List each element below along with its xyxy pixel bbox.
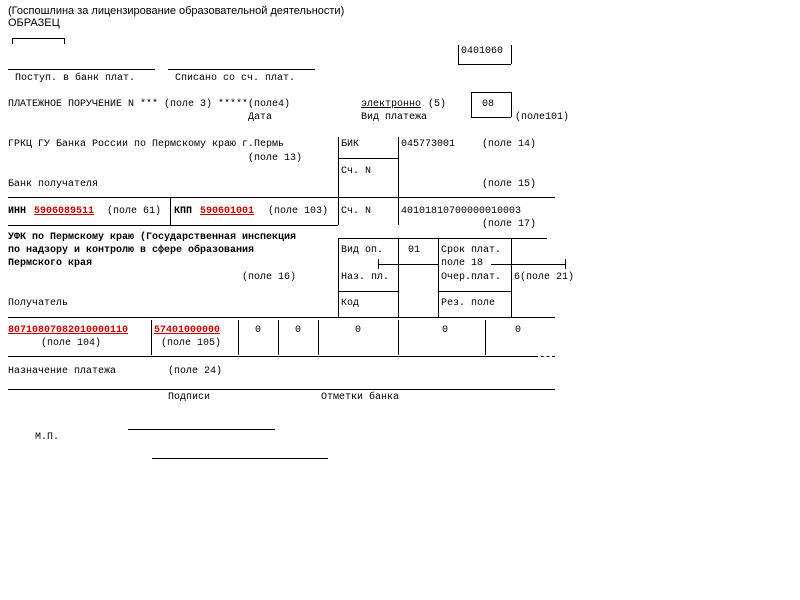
- inn-field: (поле 61): [107, 206, 162, 217]
- order-title: ПЛАТЕЖНОЕ ПОРУЧЕНИЕ N *** (поле 3) *****(поле4): [8, 99, 291, 110]
- status-box-bottom: [471, 117, 511, 118]
- budget-value-2: 0: [295, 325, 302, 336]
- priority-underline: [438, 291, 511, 292]
- payment-type-value: электронно: [361, 99, 422, 110]
- operation-grid-left: [338, 238, 339, 317]
- payee-bank-caption: Банк получателя: [8, 179, 99, 190]
- priority-value: 6(поле 21): [514, 272, 575, 283]
- status-box-right: [511, 92, 512, 117]
- status-box-left: [471, 92, 472, 117]
- payment-type-label: Вид платежа: [361, 112, 428, 123]
- bank-divider-left: [338, 137, 339, 197]
- payee-name-line-3: Пермского края: [8, 258, 93, 269]
- budget-div-1: [151, 320, 152, 355]
- kbk-value: 80710807082010000110: [8, 325, 129, 336]
- purpose-code-label: Наз. пл.: [341, 272, 390, 283]
- bik-underline: [338, 158, 398, 159]
- bik-label: БИК: [341, 139, 360, 150]
- op-type-underline: [378, 264, 438, 265]
- payee-account-value: 40101810700000010003: [401, 206, 522, 217]
- bank-block-bottom: [8, 197, 555, 198]
- operation-grid-mid3: [511, 238, 512, 317]
- bank-divider-right: [398, 137, 399, 197]
- payee-account-field: (поле 17): [482, 219, 537, 230]
- op-type-value: 01: [408, 245, 421, 256]
- signature-line-1: [128, 429, 275, 430]
- budget-div-5: [398, 320, 399, 355]
- okato-value: 57401000000: [154, 325, 221, 336]
- payee-bank-name: ГРКЦ ГУ Банка России по Пермскому краю г.Пермь: [8, 139, 285, 150]
- stamp-label: М.П.: [35, 432, 60, 443]
- signature-line-2: [152, 458, 328, 459]
- payee-name-line-1: УФК по Пермскому краю (Государственная инспекция: [8, 232, 297, 243]
- form-code-box-right: [511, 45, 512, 64]
- kbk-field: (поле 104): [41, 338, 102, 349]
- status-value: 08: [482, 99, 495, 110]
- top-bracket-line: [12, 38, 64, 39]
- inn-kpp-divider: [170, 197, 171, 225]
- date-label: Дата: [248, 112, 273, 123]
- op-type-label: Вид оп.: [341, 245, 384, 256]
- budget-div-4: [318, 320, 319, 355]
- bik-value: 045773001: [401, 139, 456, 150]
- budget-value-3: 0: [355, 325, 362, 336]
- inn-value: 5906089511: [34, 206, 95, 217]
- reserve-label: Рез. поле: [441, 298, 496, 309]
- budget-value-4: 0: [442, 325, 449, 336]
- debited-label: Списано со сч. плат.: [175, 73, 296, 84]
- operation-grid-mid1: [398, 238, 399, 317]
- bank-account-field: (поле 15): [482, 179, 537, 190]
- kpp-value: 590601001: [200, 206, 255, 217]
- payment-type-field: (5): [428, 99, 447, 110]
- budget-div-6: [485, 320, 486, 355]
- payee-caption: Получатель: [8, 298, 69, 309]
- payee-bank-name-field: (поле 13): [248, 153, 303, 164]
- purpose-underline: [338, 291, 398, 292]
- fee-note: (Госпошлина за лицензирование образовательной деятельности): [8, 5, 345, 17]
- kpp-field: (поле 103): [268, 206, 329, 217]
- payee-divider-left: [338, 197, 339, 225]
- form-code-box-bottom: [458, 64, 511, 65]
- top-bracket-left: [12, 38, 13, 44]
- budget-div-2: [238, 320, 239, 355]
- budget-value-1: 0: [255, 325, 262, 336]
- top-bracket-right: [64, 38, 65, 44]
- budget-value-5: 0: [515, 325, 522, 336]
- okato-field: (поле 105): [161, 338, 222, 349]
- status-field: (поле101): [515, 112, 570, 123]
- inn-row-bottom: [8, 225, 338, 226]
- budget-div-3: [278, 320, 279, 355]
- bank-marks-label: Отметки банка: [321, 392, 400, 403]
- purpose-field: (поле 24): [168, 366, 223, 377]
- kpp-label: КПП: [174, 206, 193, 217]
- signatures-label: Подписи: [168, 392, 211, 403]
- priority-label: Очер.плат.: [441, 272, 502, 283]
- status-box-top: [471, 92, 511, 93]
- sample-label: ОБРАЗЕЦ: [8, 17, 60, 29]
- operation-grid-mid2: [438, 238, 439, 317]
- payee-account-label: Сч. N: [341, 206, 372, 217]
- payee-divider-right: [398, 197, 399, 225]
- received-line: [8, 69, 155, 70]
- budget-row-bottom-dash: [535, 356, 555, 357]
- form-code-box-left: [458, 45, 459, 64]
- payee-name-line-2: по надзору и контролю в сфере образования: [8, 245, 255, 256]
- operation-grid-top: [338, 238, 547, 239]
- bik-field: (поле 14): [482, 139, 537, 150]
- due-label: Срок плат.: [441, 245, 502, 256]
- budget-row-bottom: [8, 356, 535, 357]
- op-type-tick: [378, 259, 379, 269]
- form-code: 0401060: [461, 46, 504, 57]
- code-label: Код: [341, 298, 360, 309]
- debited-line: [168, 69, 315, 70]
- purpose-bottom: [8, 389, 555, 390]
- due-tick: [565, 259, 566, 269]
- due-field: поле 18: [441, 258, 484, 269]
- bank-account-label: Сч. N: [341, 166, 372, 177]
- purpose-label: Назначение платежа: [8, 366, 117, 377]
- due-underline: [491, 264, 565, 265]
- payee-block-bottom: [8, 317, 555, 318]
- payee-name-field: (поле 16): [242, 272, 297, 283]
- inn-label: ИНН: [8, 206, 27, 217]
- received-label: Поступ. в банк плат.: [15, 73, 136, 84]
